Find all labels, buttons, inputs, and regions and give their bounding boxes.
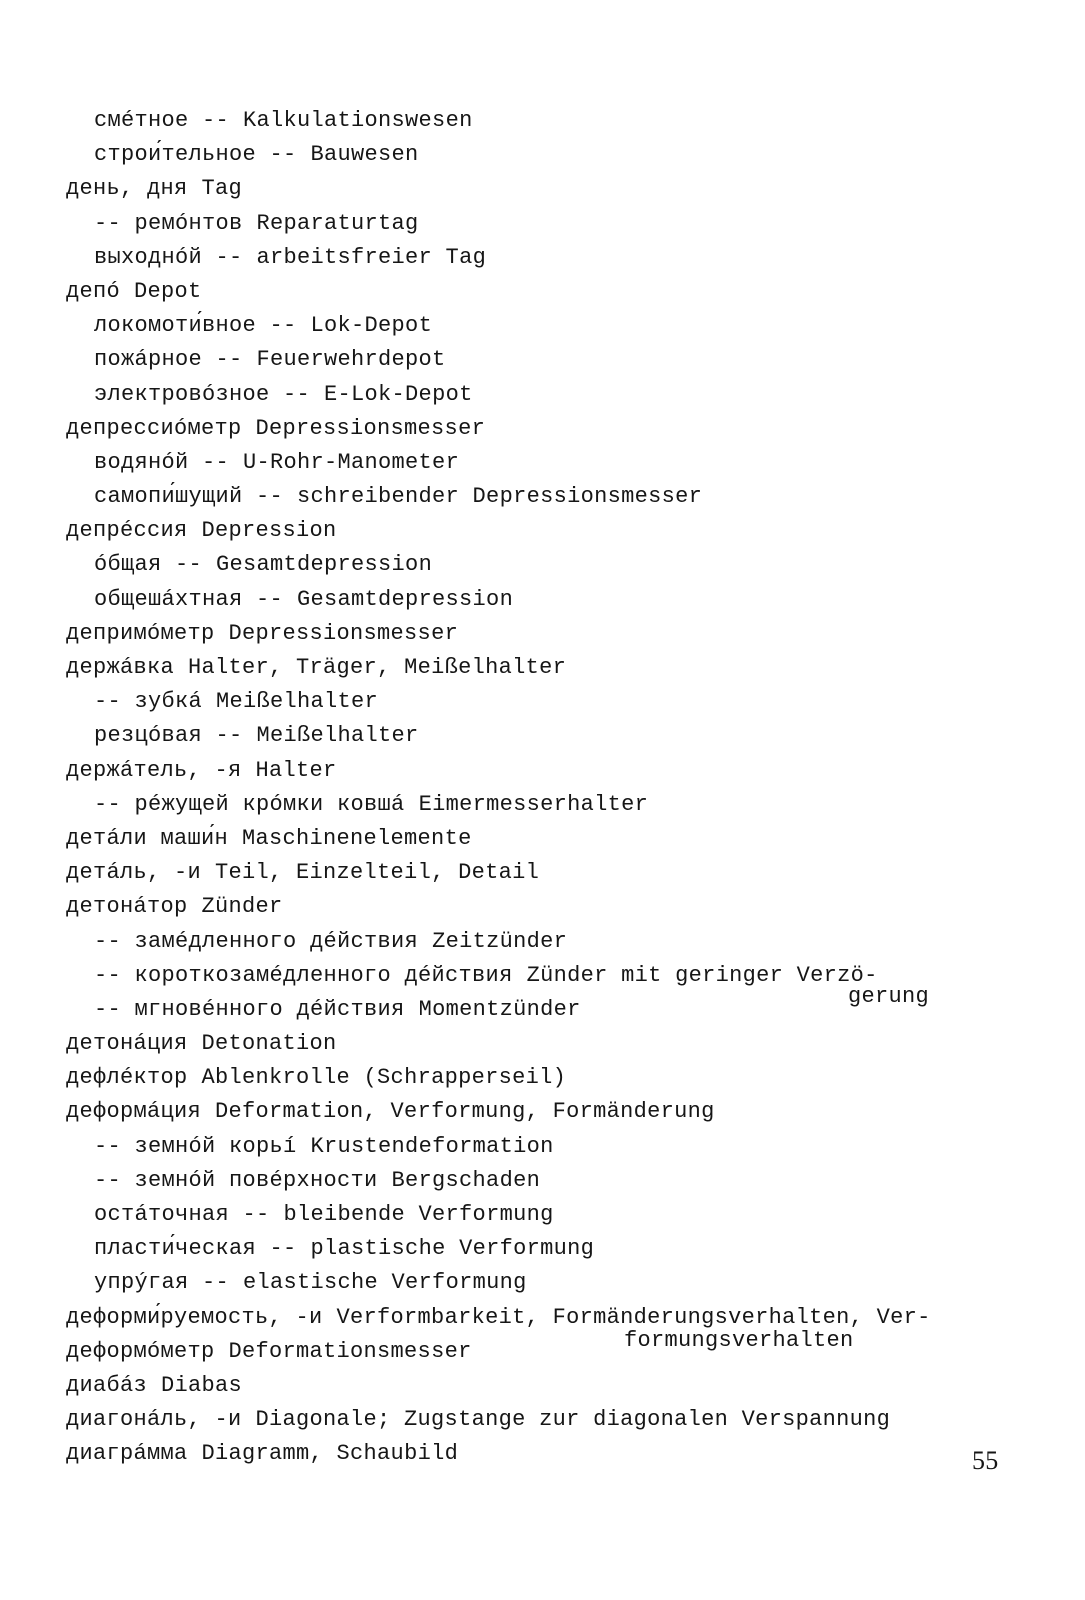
russian-term: -- мгновéнного дéйствия [94, 996, 405, 1022]
subentry [66, 583, 1066, 617]
headword-entry [66, 1061, 1066, 1095]
headword-entry [66, 1403, 1066, 1437]
subentry [66, 309, 1066, 343]
german-translation: Gesamtdepression [216, 552, 433, 578]
german-translation: Ablenkrolle (Schrapperseil) [201, 1065, 567, 1091]
headword-entry [66, 412, 1066, 446]
german-translation: Detonation [201, 1031, 337, 1057]
russian-term: депрессиóметр [66, 415, 242, 441]
german-translation: Deformation, Verformung, Formänderung [215, 1099, 715, 1125]
subentry [66, 1266, 1066, 1300]
german-translation: Depressionsmesser [228, 620, 459, 646]
russian-term: -- ремóнтов [94, 210, 243, 236]
headword-entry [66, 617, 1066, 651]
german-translation: U-Rohr-Manometer [243, 449, 460, 475]
subentry [66, 241, 1066, 275]
german-translation: Teil, Einzelteil, Detail [215, 860, 540, 886]
german-translation: plastische Verformung [310, 1236, 595, 1262]
russian-term: резцóвая -- [94, 723, 243, 749]
german-translation: Halter [255, 757, 337, 783]
russian-term: смéтное -- [94, 108, 230, 133]
headword-entry [66, 890, 1066, 924]
russian-term: держáтель, -я [66, 757, 242, 783]
german-translation: Eimermesserhalter [418, 791, 649, 817]
russian-term: óбщая -- [94, 552, 203, 578]
russian-term: -- замéдленного дéйствия [94, 928, 419, 954]
russian-term: деформи́руемость, -и [66, 1304, 323, 1330]
russian-term: упрýгая -- [94, 1270, 230, 1296]
german-translation: Lok-Depot [310, 313, 433, 339]
russian-term: держáвка [66, 655, 175, 680]
russian-term: деформáция [66, 1099, 202, 1125]
russian-term: локомоти́вное -- [94, 313, 297, 339]
russian-term: самопи́шущий -- [94, 484, 284, 510]
german-translation: Zünder [201, 894, 283, 920]
german-translation: Kalkulationswesen [243, 108, 473, 133]
subentry [66, 480, 1066, 514]
russian-term: диагонáль, -и [66, 1407, 242, 1433]
russian-term: -- зубкá [94, 689, 203, 715]
subentry [66, 685, 1066, 719]
german-translation: arbeitsfreier Tag [256, 244, 487, 270]
headword-entry [66, 1301, 1066, 1335]
russian-term: детонáтор [66, 894, 188, 920]
russian-term: -- земнóй корьí [94, 1133, 297, 1159]
german-translation: Diagonale; Zugstange zur diagonalen Verspannung [255, 1407, 891, 1433]
german-translation: Zeitzünder [432, 928, 568, 954]
russian-term: выходнóй -- [94, 244, 243, 270]
headword-entry [66, 1335, 1066, 1369]
headword-entry [66, 514, 1066, 548]
continuation-gerung: gerung [848, 984, 930, 1009]
russian-term: общешáхтная -- [94, 586, 284, 612]
subentry [66, 1164, 1066, 1198]
subentry [66, 548, 1066, 582]
russian-term: депрéссия [66, 518, 188, 544]
german-translation: Verformbarkeit, Formänderungsverhalten, Ver- [336, 1304, 931, 1330]
continuation-formungsverhalten: formungsverhalten [624, 1328, 854, 1353]
german-translation: Zünder mit geringer Verzö- [526, 962, 878, 988]
german-translation: Depot [134, 278, 202, 304]
subentry [66, 446, 1066, 480]
subentry [66, 925, 1066, 959]
headword-entry [66, 651, 1066, 685]
headword-entry [66, 754, 1066, 788]
headword-entry [66, 822, 1066, 856]
german-translation: Diabas [161, 1372, 243, 1398]
russian-term: детáль, -и [66, 860, 202, 886]
subentry [66, 378, 1066, 412]
german-translation: Meißelhalter [216, 689, 379, 715]
subentry [66, 343, 1066, 377]
german-translation: elastische Verformung [243, 1270, 527, 1296]
subentry [66, 104, 1066, 138]
german-translation: Bauwesen [310, 142, 419, 168]
german-translation: E-Lok-Depot [324, 381, 473, 407]
russian-term: дефлéктор [66, 1065, 188, 1091]
german-translation: Meißelhalter [256, 723, 419, 749]
russian-term: деформóметр [66, 1338, 215, 1364]
german-translation: bleibende Verformung [283, 1202, 554, 1227]
german-translation: Depressionsmesser [255, 415, 486, 441]
german-translation: Reparaturtag [256, 210, 419, 236]
german-translation: Halter, Träger, Meißelhalter [188, 655, 567, 680]
entry-list [66, 104, 1066, 1472]
subentry [66, 1232, 1066, 1266]
russian-term: -- земнóй повéрхности [94, 1167, 378, 1193]
russian-term: строи́тельное -- [94, 142, 297, 168]
german-translation: Gesamtdepression [297, 586, 514, 612]
subentry [66, 788, 1066, 822]
headword-entry [66, 172, 1066, 206]
russian-term: депó [66, 278, 121, 304]
russian-term: пожáрное -- [94, 347, 243, 373]
russian-term: пласти́ческая -- [94, 1236, 297, 1262]
headword-entry [66, 1095, 1066, 1129]
russian-term: диабáз [66, 1372, 148, 1398]
russian-term: -- короткозамéдленного дéйствия [94, 962, 513, 988]
german-translation: Bergschaden [391, 1167, 541, 1193]
german-translation: Krustendeformation [310, 1133, 554, 1159]
headword-entry [66, 856, 1066, 890]
russian-term: электровóзное -- [94, 381, 311, 407]
german-translation: Maschinenelemente [242, 825, 472, 851]
german-translation: Tag [201, 176, 243, 202]
headword-entry [66, 275, 1066, 309]
subentry [66, 207, 1066, 241]
page-number: 55 [972, 1446, 999, 1475]
headword-entry [66, 1027, 1066, 1061]
german-translation: Diagramm, Schaubild [201, 1441, 459, 1467]
subentry [66, 138, 1066, 172]
russian-term: -- рéжущей крóмки ковшá [94, 791, 405, 817]
russian-term: водянóй -- [94, 449, 230, 475]
german-translation: Depression [201, 518, 337, 544]
russian-term: диагрáмма [66, 1441, 188, 1467]
german-translation: Deformationsmesser [228, 1338, 472, 1364]
russian-term: детáли маши́н [66, 825, 229, 851]
german-translation: Momentzünder [418, 996, 581, 1022]
german-translation: schreibender Depressionsmesser [297, 484, 703, 510]
subentry [66, 1130, 1066, 1164]
russian-term: остáточная -- [94, 1202, 270, 1227]
russian-term: депримóметр [66, 620, 215, 646]
russian-term: детонáция [66, 1031, 188, 1057]
headword-entry [66, 1437, 1066, 1471]
russian-term: день, дня [66, 176, 188, 202]
headword-entry [66, 1369, 1066, 1403]
subentry [66, 1198, 1066, 1232]
german-translation: Feuerwehrdepot [256, 347, 446, 373]
subentry [66, 719, 1066, 753]
